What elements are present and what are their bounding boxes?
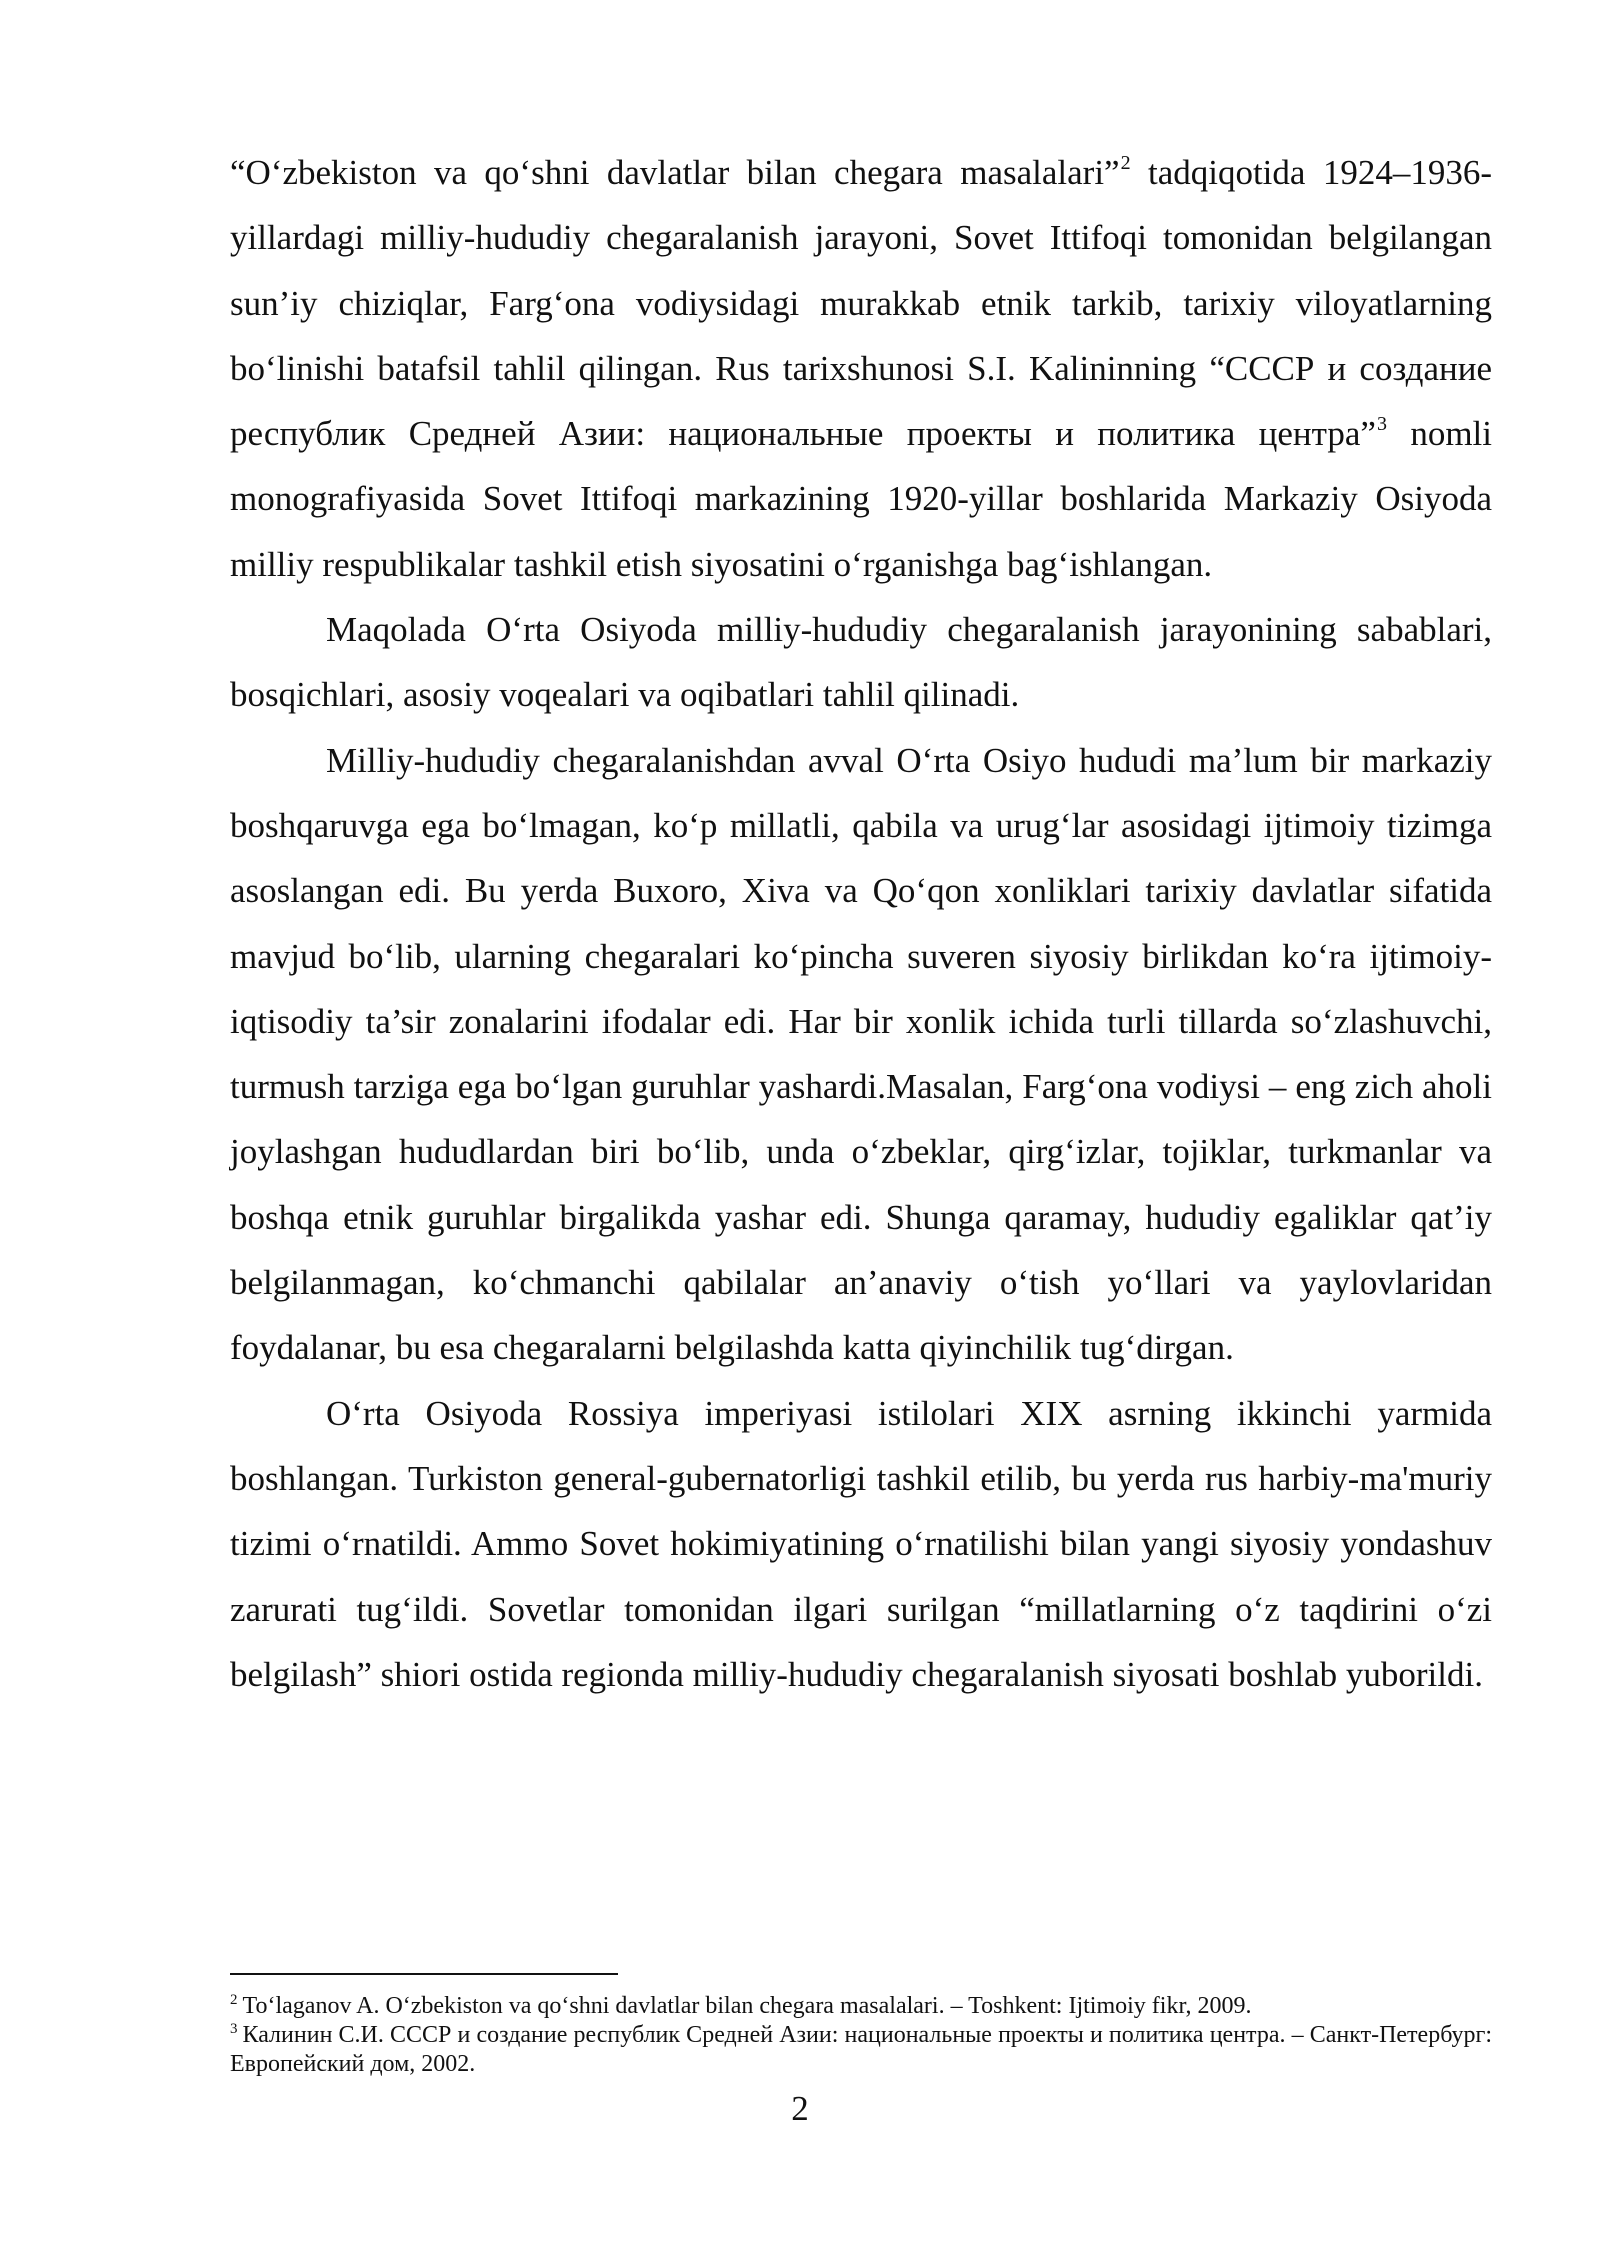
footnote-ref-2[interactable]: 2 (1120, 152, 1131, 174)
footnote-separator (230, 1973, 618, 1975)
footnote-ref-3[interactable]: 3 (1376, 413, 1387, 436)
footnote-number-3: 3 (230, 2021, 238, 2037)
paragraph-1 (230, 140, 1492, 597)
footnote-number-2: 2 (230, 1992, 238, 2008)
paragraph-1-middle: tadqiqotida 1924–1936-yillardagi milliy-hududiy chegaralanish jarayoni, Sovet Ittifoqi tomonidan belgilangan sun’iy chiziqlar, Farg‘ona vodiysidagi murakkab etnik tarkib, tarixiy viloyatlarning bo‘linishi batafsil tahlil qilingan. Rus tarixshunosi S.I. Kalininning “СССР и создание республик Средней Азии: национальные проекты и политика центра” (230, 153, 1492, 454)
paragraph-1-start: “O‘zbekiston va qo‘shni davlatlar bilan chegara masalalari” (230, 153, 1120, 192)
footnote-text-2: To‘laganov A. O‘zbekiston va qo‘shni davlatlar bilan chegara masalalari. – Toshkent: Ijtimoiy fikr, 2009. (242, 1993, 1252, 2019)
footnote-2 (230, 1992, 1492, 2021)
body-text (230, 140, 1492, 1707)
footnotes (230, 1992, 1492, 2079)
paragraph-3: Milliy-hududiy chegaralanishdan avval O‘rta Osiyo hududi ma’lum bir markaziy boshqaruvga ega bo‘lmagan, ko‘p millatli, qabila va urug‘lar asosidagi ijtimoiy tizimga asoslangan edi. Bu yerda Buxoro, Xiva va Qo‘qon xonliklari tarixiy davlatlar sifatida mavjud bo‘lib, ularning chegaralari ko‘pincha suveren siyosiy birlikdan ko‘ra ijtimoiy-iqtisodiy ta’sir zonalarini ifodalar edi. Har bir xonlik ichida turli tillarda so‘zlashuvchi, turmush tarziga ega bo‘lgan guruhlar yashardi.Masalan, Farg‘ona vodiysi – eng zich aholi joylashgan hududlardan biri bo‘lib, unda o‘zbeklar, qirg‘izlar, tojiklar, turkmanlar va boshqa etnik guruhlar birgalikda yashar edi. Shunga qaramay, hududiy egaliklar qat’iy belgilanmagan, ko‘chmanchi qabilalar an’anaviy o‘tish yo‘llari va yaylovlaridan foydalanar, bu esa chegaralarni belgilashda katta qiyinchilik tug‘dirgan. (230, 740, 1492, 1368)
paragraph-2: Maqolada O‘rta Osiyoda milliy-hududiy chegaralanish jarayonining sabablari, bosqichlari, asosiy voqealari va oqibatlari tahlil qilinadi. (230, 610, 1492, 715)
page-number: 2 (791, 2089, 809, 2128)
paragraph-1-end: nomli monografiyasida Sovet Ittifoqi markazining 1920-yillar boshlarida Markaziy Osiyoda milliy respublikalar tashkil etish siyosatini o‘rganishga bag‘ishlangan. (230, 414, 1492, 584)
footnote-3 (230, 2021, 1492, 2079)
paragraph-4: O‘rta Osiyoda Rossiya imperiyasi istilolari XIX asrning ikkinchi yarmida boshlangan. Turkiston general-gubernatorligi tashkil etilib, bu yerda rus harbiy-ma'muriy tizimi o‘rnatildi. Ammo Sovet hokimiyatining o‘rnatilishi bilan yangi siyosiy yondashuv zarurati tug‘ildi. Sovetlar tomonidan ilgari surilgan “millatlarning o‘z taqdirini o‘zi belgilash” shiori ostida regionda milliy-hududiy chegaralanish siyosati boshlab yuborildi. (230, 1393, 1492, 1694)
footnote-text-3: Калинин С.И. СССР и создание республик Средней Азии: национальные проекты и политика центра. – Санкт-Петербург: Европейский дом, 2002. (230, 2022, 1492, 2077)
